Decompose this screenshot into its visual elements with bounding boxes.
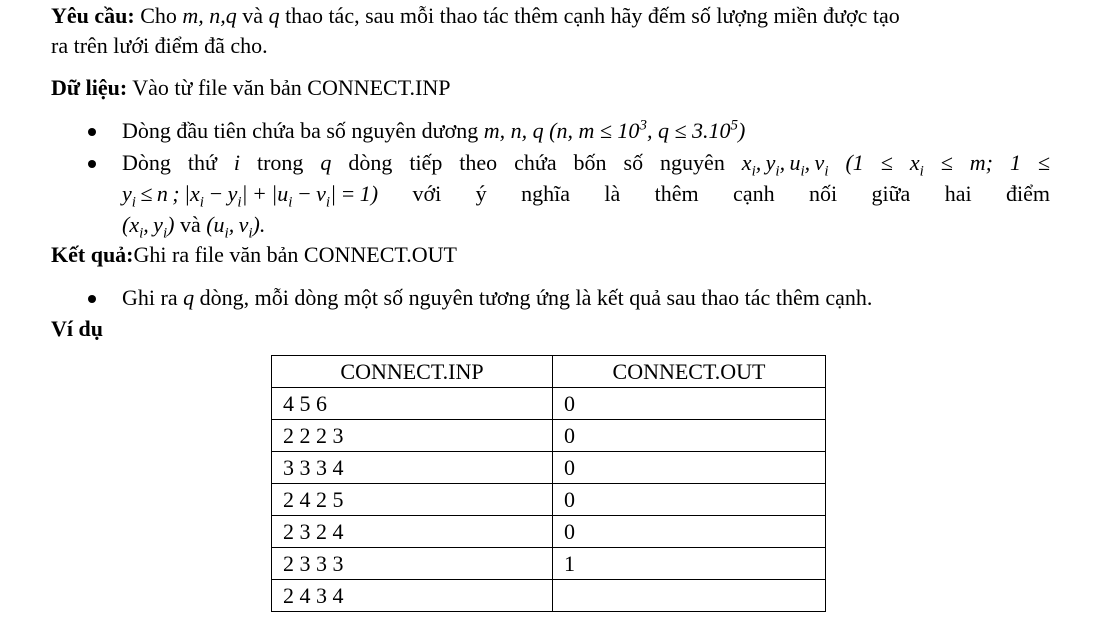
output-label: Kết quả: bbox=[51, 242, 134, 267]
input-label: Dữ liệu: bbox=[51, 75, 128, 100]
table-cell-inp: 2 2 2 3 bbox=[272, 420, 553, 452]
table-row bbox=[272, 548, 826, 580]
table-row bbox=[272, 452, 826, 484]
table-row bbox=[272, 516, 826, 548]
table-header-row bbox=[272, 356, 826, 388]
table-cell-out: 0 bbox=[553, 516, 826, 548]
table-cell-inp: 2 4 3 4 bbox=[272, 580, 553, 612]
input-text: Vào từ file văn bản CONNECT.INP bbox=[132, 75, 451, 100]
output-text: Ghi ra file văn bản CONNECT.OUT bbox=[133, 242, 457, 267]
requirement-text-3: thao tác, sau mỗi thao tác thêm cạnh hãy đếm số lượng miền được tạo bbox=[285, 3, 900, 28]
table-cell-inp: 3 3 3 4 bbox=[272, 452, 553, 484]
requirement-line-1 bbox=[51, 3, 900, 29]
table-cell-inp: 4 5 6 bbox=[272, 388, 553, 420]
bullet-icon bbox=[88, 295, 96, 303]
input-bullet-2-line-2: $y_i \le n$ ; $|x_i - y_i| + |u_i - v_i| = 1$) với ý nghĩa là thêm cạnh nối giữa hai điểm bbox=[122, 181, 1050, 211]
table-cell-inp: 2 3 2 4 bbox=[272, 516, 553, 548]
example-table bbox=[271, 355, 826, 612]
table-row bbox=[272, 420, 826, 452]
bullet-icon bbox=[88, 128, 96, 136]
output-heading bbox=[51, 242, 457, 268]
table-header-inp: CONNECT.INP bbox=[272, 356, 553, 388]
table-cell-out: 0 bbox=[553, 388, 826, 420]
table-cell-inp: 2 3 3 3 bbox=[272, 548, 553, 580]
requirement-line-2: ra trên lưới điểm đã cho. bbox=[51, 33, 268, 58]
input-bullet-1-text: Dòng đầu tiên chứa ba số nguyên dương bbox=[122, 118, 479, 143]
table-row bbox=[272, 388, 826, 420]
requirement-vars: m, n,q bbox=[182, 3, 237, 28]
table-cell-out: 0 bbox=[553, 420, 826, 452]
table-row bbox=[272, 484, 826, 516]
input-bullet-1 bbox=[122, 118, 745, 144]
input-bullet-1-math: m, n, q (n, $m \le 10^3$, $q \le 3.10^5$) bbox=[483, 117, 746, 143]
table-cell-out: 1 bbox=[553, 548, 826, 580]
bullet-icon bbox=[88, 160, 96, 168]
table-header-out: CONNECT.OUT bbox=[553, 356, 826, 388]
table-cell-out: 0 bbox=[553, 484, 826, 516]
requirement-text-2: và bbox=[242, 3, 264, 28]
example-label: Ví dụ bbox=[51, 316, 103, 341]
table-cell-out: 0 bbox=[553, 452, 826, 484]
input-bullet-2-line-1: Dòng thứ i trong q dòng tiếp theo chứa bốn số nguyên $x_i$, $y_i$, $u_i$, $v_i$ ($1 \le x_i \le m$; 1 ≤ bbox=[122, 150, 1050, 180]
table-cell-out bbox=[553, 580, 826, 612]
requirement-text-1: Cho bbox=[140, 3, 177, 28]
input-heading bbox=[51, 75, 451, 101]
input-bullet-2-line-3: ($x_i$, $y_i$) và ($u_i$, $v_i$). bbox=[122, 212, 266, 242]
requirement-var-q: q bbox=[268, 3, 280, 28]
output-bullet: Ghi ra q dòng, mỗi dòng một số nguyên tương ứng là kết quả sau thao tác thêm cạnh. bbox=[122, 285, 873, 310]
requirement-label: Yêu cầu: bbox=[51, 3, 135, 28]
table-row bbox=[272, 580, 826, 612]
table-cell-inp: 2 4 2 5 bbox=[272, 484, 553, 516]
input-bullet-2-line-2-text: với ý nghĩa là thêm cạnh nối giữa hai điểm bbox=[412, 181, 1050, 206]
